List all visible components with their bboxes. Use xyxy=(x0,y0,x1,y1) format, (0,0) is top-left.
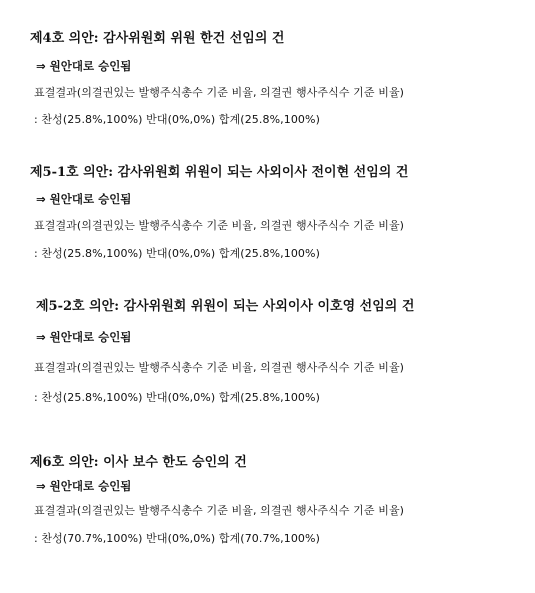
agenda-4-approval xyxy=(36,61,131,73)
arrow-right-icon: ⇒ xyxy=(36,192,46,206)
agenda-5-2-approval xyxy=(36,332,131,344)
agenda-4-vote-basis: 표결결과(의결권있는 발행주식총수 기준 비율, 의결권 행사주식수 기준 비율) xyxy=(34,86,405,99)
arrow-right-icon: ⇒ xyxy=(36,479,46,493)
agenda-4-vote-result: : 찬성(25.8%,100%) 반대(0%,0%) 합계(25.8%,100%) xyxy=(34,113,320,126)
agenda-5-2-title: 제5-2호 의안: 감사위원회 위원이 되는 사외이사 이호영 선임의 건 xyxy=(36,299,415,314)
agenda-5-1-title: 제5-1호 의안: 감사위원회 위원이 되는 사외이사 전이현 선임의 건 xyxy=(30,165,409,180)
arrow-right-icon: ⇒ xyxy=(36,59,46,73)
agenda-5-2-vote-basis: 표결결과(의결권있는 발행주식총수 기준 비율, 의결권 행사주식수 기준 비율) xyxy=(34,361,405,374)
agenda-6-vote-basis: 표결결과(의결권있는 발행주식총수 기준 비율, 의결권 행사주식수 기준 비율) xyxy=(34,504,405,517)
agenda-6-vote-result: : 찬성(70.7%,100%) 반대(0%,0%) 합계(70.7%,100%) xyxy=(34,532,320,545)
agenda-5-1-vote-result: : 찬성(25.8%,100%) 반대(0%,0%) 합계(25.8%,100%) xyxy=(34,247,320,260)
agenda-5-1-approval-text: 원안대로 승인됨 xyxy=(49,192,132,206)
agenda-6-approval xyxy=(36,481,131,493)
agenda-4-approval-text: 원안대로 승인됨 xyxy=(49,59,132,73)
agenda-5-1-approval xyxy=(36,194,131,206)
agenda-6-approval-text: 원안대로 승인됨 xyxy=(49,479,132,493)
agenda-5-1-vote-basis: 표결결과(의결권있는 발행주식총수 기준 비율, 의결권 행사주식수 기준 비율) xyxy=(34,219,405,232)
agenda-5-2-vote-result: : 찬성(25.8%,100%) 반대(0%,0%) 합계(25.8%,100%) xyxy=(34,391,320,404)
agenda-5-2-approval-text: 원안대로 승인됨 xyxy=(49,330,132,344)
agenda-4-title: 제4호 의안: 감사위원회 위원 한건 선임의 건 xyxy=(30,31,285,46)
arrow-right-icon: ⇒ xyxy=(36,330,46,344)
agenda-6-title: 제6호 의안: 이사 보수 한도 승인의 건 xyxy=(30,455,247,470)
